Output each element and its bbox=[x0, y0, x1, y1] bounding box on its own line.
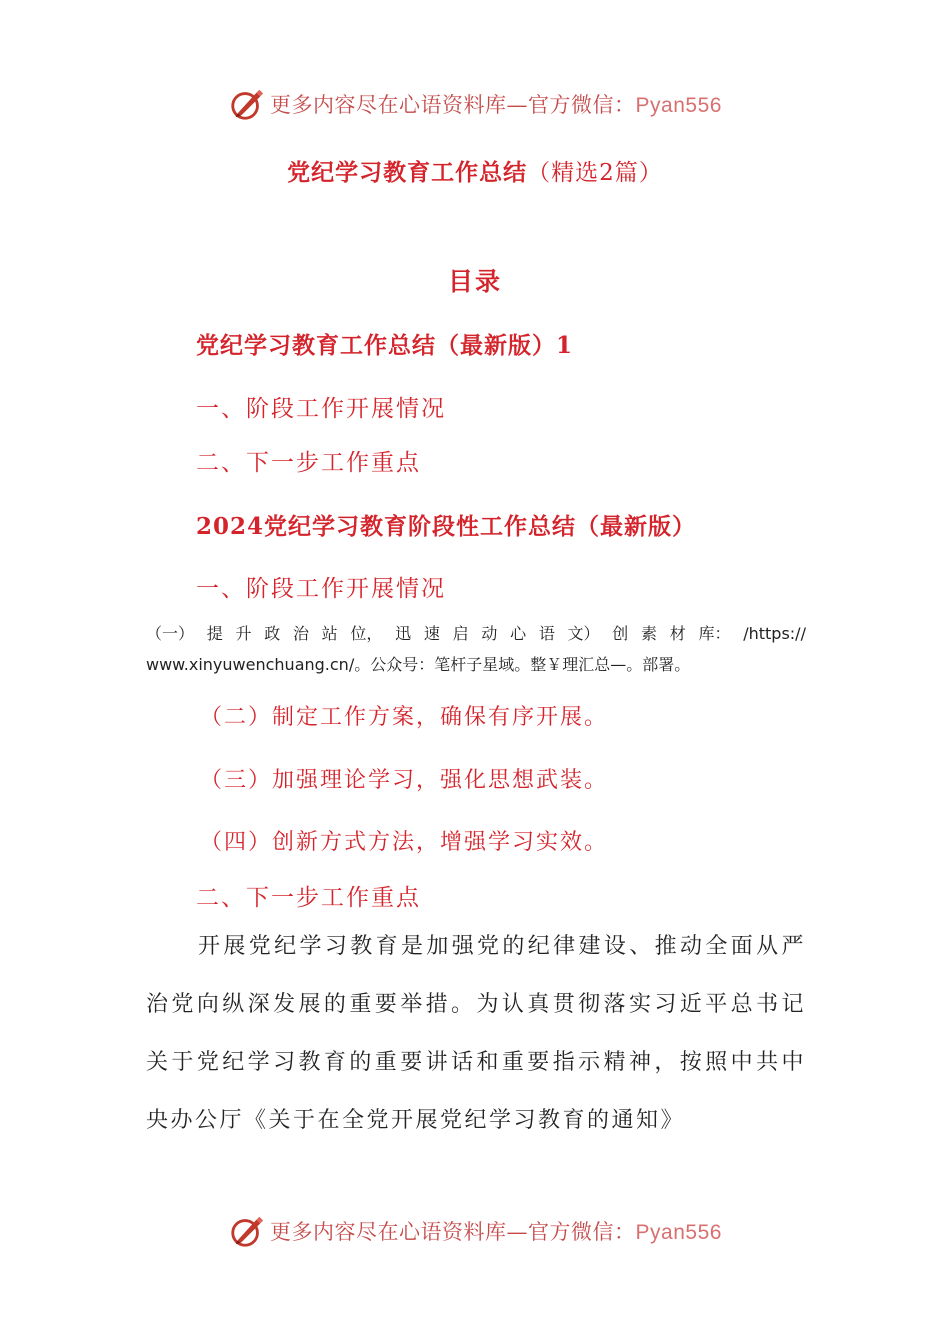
inserted-line-1-token: （一） bbox=[146, 624, 195, 643]
footer-banner bbox=[0, 1209, 950, 1253]
inserted-line-1-token: 库： bbox=[698, 624, 731, 643]
title-paren: （精选2篇） bbox=[527, 160, 663, 186]
inserted-line-1-token: 位， bbox=[350, 624, 383, 643]
toc-subitem-4[interactable]: （四）创新方式方法，增强学习实效。 bbox=[200, 830, 609, 855]
banner-text: 更多内容尽在心语资料库—官方微信： bbox=[270, 93, 636, 117]
inserted-line-1-token: 文） bbox=[567, 624, 600, 643]
inserted-line-1-token: 提 bbox=[206, 624, 223, 643]
pen-logo-icon bbox=[228, 85, 266, 123]
inserted-line-1-token: 动 bbox=[481, 624, 498, 643]
inserted-line-2: www.xinyuwenchuang.cn/。公众号：笔杆子星域。整￥理汇总—。部署。 bbox=[146, 655, 691, 674]
inserted-line-1-token: 治 bbox=[292, 624, 309, 643]
toc-item-3[interactable]: 二、下一步工作重点 bbox=[196, 450, 421, 476]
toc-subitem-3[interactable]: （三）加强理论学习，强化思想武装。 bbox=[200, 768, 609, 793]
inserted-line-1-token: 站 bbox=[321, 624, 338, 643]
banner-text: 更多内容尽在心语资料库—官方微信： bbox=[270, 1220, 636, 1244]
toc-item-1[interactable]: 党纪学习教育工作总结（最新版）1 bbox=[196, 332, 574, 359]
inserted-line-1-token: /https:// bbox=[743, 624, 806, 643]
toc-item-5[interactable]: 一、阶段工作开展情况 bbox=[196, 576, 446, 602]
toc-item-6[interactable]: 二、下一步工作重点 bbox=[196, 885, 421, 911]
inserted-line-1-token: 速 bbox=[423, 624, 440, 643]
pen-logo-icon bbox=[228, 1212, 266, 1250]
inserted-line-1-token: 材 bbox=[669, 624, 686, 643]
toc-item-2[interactable]: 一、阶段工作开展情况 bbox=[196, 396, 446, 422]
banner-wechat-id: Pyan556 bbox=[635, 1221, 722, 1244]
document-title bbox=[0, 154, 950, 187]
inserted-line-1-token: 创 bbox=[612, 624, 629, 643]
inserted-line-1 bbox=[146, 618, 806, 649]
toc-subitem-2[interactable]: （二）制定工作方案，确保有序开展。 bbox=[200, 705, 609, 730]
inserted-line-1-token: 迅 bbox=[395, 624, 412, 643]
title-main: 党纪学习教育工作总结 bbox=[287, 159, 528, 186]
body-text: 开展党纪学习教育是加强党的纪律建设、推动全面从严治党向纵深发展的重要举措。为认真贯彻落实习近平总书记关于党纪学习教育的重要讲话和重要指示精神，按照中共中央办公厅《关于在全党开展党纪学习教育的通知》 bbox=[146, 934, 806, 1133]
inserted-line-1-token: 启 bbox=[452, 624, 469, 643]
inserted-ad-text bbox=[146, 618, 806, 680]
inserted-line-1-token: 语 bbox=[538, 624, 555, 643]
inserted-line-1-token: 心 bbox=[510, 624, 527, 643]
header-banner bbox=[0, 82, 950, 126]
toc-heading: 目录 bbox=[447, 267, 502, 296]
banner-wechat-id: Pyan556 bbox=[635, 94, 722, 117]
body-paragraph bbox=[146, 918, 806, 1150]
inserted-line-1-token: 素 bbox=[641, 624, 658, 643]
inserted-line-1-token: 升 bbox=[235, 624, 252, 643]
toc-item-4[interactable]: 2024党纪学习教育阶段性工作总结（最新版） bbox=[196, 513, 697, 540]
inserted-line-1-token: 政 bbox=[264, 624, 281, 643]
